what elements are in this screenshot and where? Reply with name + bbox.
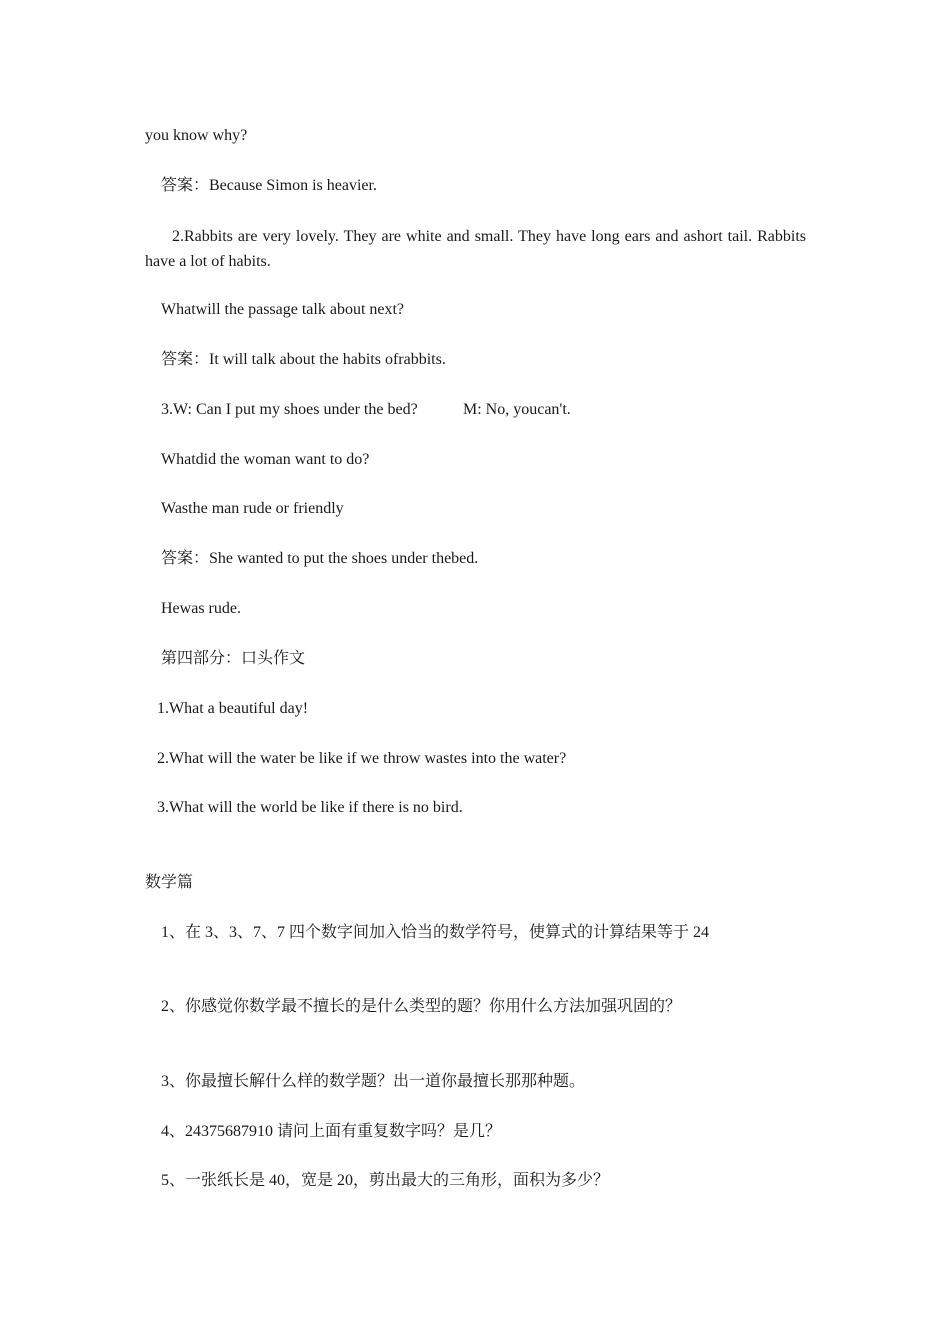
math-question: 4、24375687910 请问上面有重复数字吗？是几？	[161, 1123, 502, 1140]
math-question: 2、你感觉你数学最不擅长的是什么类型的题？你用什么方法加强巩固的？	[161, 998, 682, 1015]
math-question: 3、你最擅长解什么样的数学题？出一道你最擅长那那种题。	[161, 1073, 586, 1090]
question-line: Whatdid the woman want to do?	[161, 451, 370, 468]
question-line: Wasthe man rude or friendly	[161, 500, 344, 517]
question-paragraph: 2.Rabbits are very lovely. They are white and small. They have long ears and ashort tail. Rabbits have a lot of habits.	[145, 228, 806, 270]
text-line: you know why?	[145, 127, 248, 144]
question-line: Whatwill the passage talk about next?	[161, 301, 405, 318]
answer-line: 答案：She wanted to put the shoes under thebed.	[161, 550, 479, 567]
answer-line: 答案：Because Simon is heavier.	[161, 177, 377, 194]
section-heading: 第四部分：口头作文	[161, 650, 306, 667]
math-question: 1、在 3、3、7、7 四个数字间加入恰当的数学符号，使算式的计算结果等于 24	[161, 924, 710, 941]
math-question: 5、一张纸长是 40，宽是 20，剪出最大的三角形，面积为多少？	[161, 1172, 610, 1189]
essay-topic: 2.What will the water be like if we throw wastes into the water?	[157, 750, 567, 767]
answer-line: Hewas rude.	[161, 600, 241, 617]
section-heading-math: 数学篇	[145, 874, 194, 891]
dialogue-man: M: No, youcan't.	[463, 401, 571, 418]
essay-topic: 1.What a beautiful day!	[157, 700, 309, 717]
dialogue-woman: 3.W: Can I put my shoes under the bed?	[161, 401, 418, 418]
essay-topic: 3.What will the world be like if there is no bird.	[157, 799, 463, 816]
answer-line: 答案：It will talk about the habits ofrabbits.	[161, 351, 446, 368]
